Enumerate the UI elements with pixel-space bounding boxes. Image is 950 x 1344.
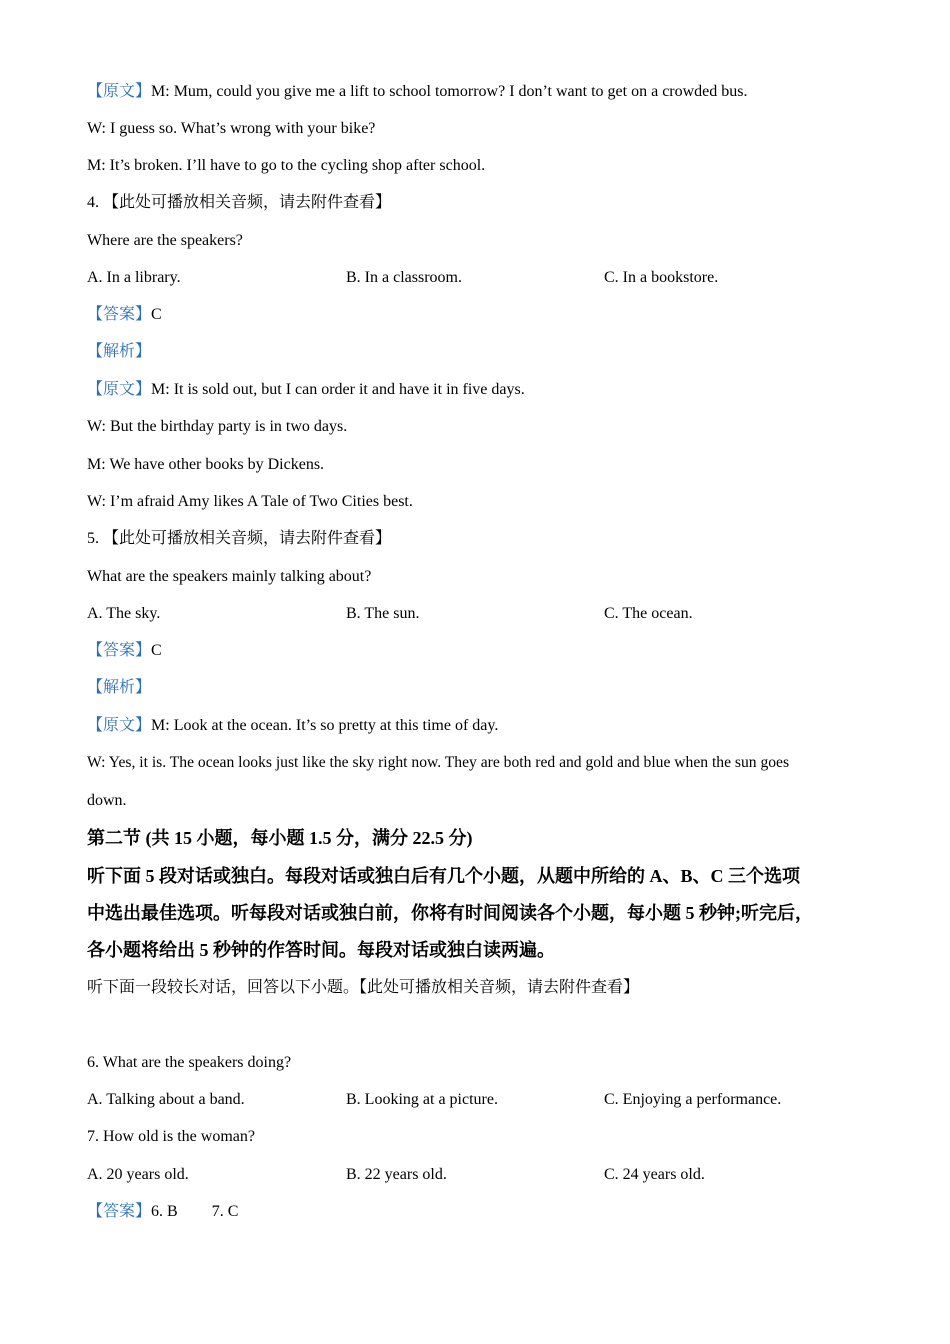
q4-w2: W: I’m afraid Amy likes A Tale of Two Cities best. [87, 493, 413, 510]
q5-w1-line-2: down. [87, 792, 127, 809]
q7-option-a: A. 20 years old. [87, 1166, 189, 1183]
answer-tag: 【答案】 [87, 306, 152, 323]
q6-question: 6. What are the speakers doing? [87, 1054, 292, 1071]
q5-option-b: B. The sun. [346, 605, 420, 622]
q4-transcript-line-1 [87, 380, 525, 400]
q3-m2: M: It’s broken. I’ll have to go to the cycling shop after school. [87, 157, 486, 174]
q5-transcript-line-1 [87, 716, 498, 736]
q4-option-c: C. In a bookstore. [604, 269, 719, 286]
q3-w1: W: I guess so. What’s wrong with your bike? [87, 120, 376, 137]
answer-tag: 【答案】 [87, 1203, 152, 1220]
original-tag: 【原文】 [87, 381, 152, 398]
section-heading: 第二节 (共 15 小题，每小题 1.5 分，满分 22.5 分) [87, 828, 473, 848]
answers-6-7-line [87, 1202, 238, 1222]
dialogue-intro[interactable]: 听下面一段较长对话，回答以下小题。【此处可播放相关音频，请去附件查看】 [87, 979, 640, 996]
q4-m2: M: We have other books by Dickens. [87, 456, 325, 473]
q3-m1: M: Mum, could you give me a lift to school tomorrow? I don’t want to get on a crowded bus. [151, 83, 748, 100]
q4-answer: C [151, 306, 162, 323]
q4-audio-line[interactable]: 4. 【此处可播放相关音频，请去附件查看】 [87, 194, 392, 211]
q5-question: What are the speakers mainly talking about? [87, 568, 372, 585]
q4-question: Where are the speakers? [87, 232, 243, 249]
q5-audio-line[interactable]: 5. 【此处可播放相关音频，请去附件查看】 [87, 530, 392, 547]
q5-answer-line [87, 641, 162, 661]
q5-option-c: C. The ocean. [604, 605, 693, 622]
q4-option-a: A. In a library. [87, 269, 181, 286]
q5-m1: M: Look at the ocean. It’s so pretty at this time of day. [151, 717, 499, 734]
q4-m1: M: It is sold out, but I can order it and have it in five days. [151, 381, 525, 398]
q6-option-a: A. Talking about a band. [87, 1091, 245, 1108]
q5-option-a: A. The sky. [87, 605, 161, 622]
q3-transcript-line-1 [87, 82, 748, 102]
section-instructions-line-1: 听下面 5 段对话或独白。每段对话或独白后有几个小题，从题中所给的 A、B、C 三个选项 [87, 866, 801, 886]
q6-option-b: B. Looking at a picture. [346, 1091, 498, 1108]
q4-w1: W: But the birthday party is in two days. [87, 418, 348, 435]
q7-question: 7. How old is the woman? [87, 1128, 255, 1145]
q7-option-c: C. 24 years old. [604, 1166, 705, 1183]
section-instructions-line-3: 各小题将给出 5 秒钟的作答时间。每段对话或独白读两遍。 [87, 940, 555, 960]
answer-7: 7. C [211, 1203, 239, 1220]
q5-w1-line-1: W: Yes, it is. The ocean looks just like the sky right now. They are both red and gold and blue when the sun goes [87, 754, 790, 771]
original-tag: 【原文】 [87, 717, 152, 734]
section-instructions-line-2: 中选出最佳选项。听每段对话或独白前，你将有时间阅读各个小题，每小题 5 秒钟;听完后， [87, 903, 813, 923]
q5-analysis-tag: 【解析】 [87, 679, 152, 696]
q7-option-b: B. 22 years old. [346, 1166, 447, 1183]
answer-6: 6. B [151, 1203, 178, 1220]
original-tag: 【原文】 [87, 83, 152, 100]
q5-answer: C [151, 642, 162, 659]
q4-option-b: B. In a classroom. [346, 269, 462, 286]
q6-option-c: C. Enjoying a performance. [604, 1091, 782, 1108]
answer-tag: 【答案】 [87, 642, 152, 659]
q4-analysis-tag: 【解析】 [87, 343, 152, 360]
q4-answer-line [87, 305, 162, 325]
